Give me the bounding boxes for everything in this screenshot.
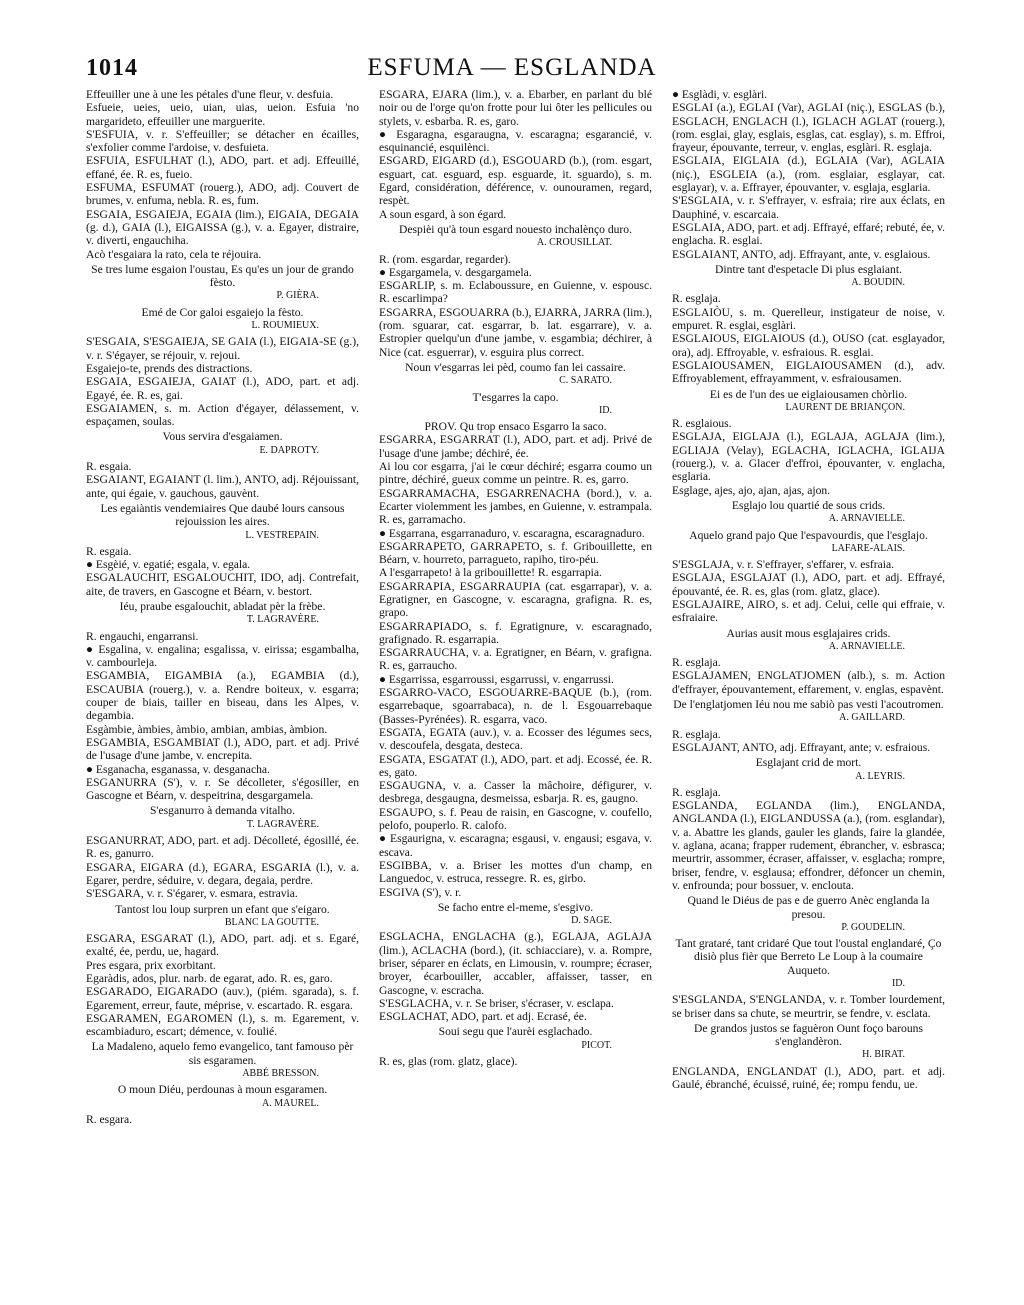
dictionary-entry: S'ESGARA, v. r. S'égarer, v. esmara, estravia. xyxy=(86,887,298,901)
quotation-author: A. ARNAVIELLE. xyxy=(828,640,905,652)
quotation-author: D. SAGE. xyxy=(571,915,612,927)
dictionary-entry: A l'esgarrapeto! à la gribouillette! R. esgarrapia. xyxy=(379,566,602,580)
dictionary-entry: S'ESGLAIA, v. r. S'effrayer, v. esfraia; rire aux éclats, en Dauphiné, v. escarcaia. xyxy=(672,194,945,221)
quotation: Iéu, praube esgalouchit, abladat pèr la frèbe. xyxy=(119,599,326,613)
quotation: Se tres lume esgaion l'oustau, Es qu'es un jour de grando fèsto. xyxy=(91,262,354,290)
dictionary-entry: ESGARADO, EIGARADO (auv.), (piém. sgarada), s. f. Egarement, erreur, faute, méprise, v. escartado. R. esgara. xyxy=(86,985,359,1012)
dictionary-entry: ● Esganacha, esganassa, v. desganacha. xyxy=(86,762,270,776)
running-title: ESFUMA — ESGLANDA xyxy=(367,54,657,81)
dictionary-entry: Ai lou cor esgarra, j'ai le cœur déchiré; esgarra coumo un pintre, déchiré, gueux comme un peintre. R. es, garro. xyxy=(379,460,652,487)
quotation-author: A. ARNAVIELLE. xyxy=(828,513,905,525)
dictionary-entry: Esgàmbie, àmbies, àmbio, ambian, ambias, àmbion. xyxy=(86,722,328,736)
dictionary-entry: Effeuiller une à une les pétales d'une fleur, v. desfuia. xyxy=(86,88,334,101)
quotation: Tantost lou loup surpren un efant que s'eigaro. xyxy=(115,902,330,916)
quotation-author: LAURENT DE BRIANÇON. xyxy=(785,401,905,413)
quotation-author: PICOT. xyxy=(581,1039,612,1051)
quotation: De grandos justos se faguèron Ount foço barouns s'englandèron. xyxy=(694,1021,923,1049)
quotation-author: A. GAILLARD. xyxy=(839,712,905,724)
quotation-author: ABBÉ BRESSON. xyxy=(242,1068,319,1080)
dictionary-entry: ESGARRAUCHA, v. a. Egratigner, en Béarn, v. grafigna. R. es, garraucho. xyxy=(379,646,652,673)
dictionary-entry: ESGANURRA (S'), v. r. Se décolleter, s'égosiller, en Gascogne et Béarn, v. despeitrina, desgargamela. xyxy=(86,775,359,803)
dictionary-entry: ESGATA, ESGATAT (l.), ADO, part. et adj. Ecossé, ée. R. es, gato. xyxy=(379,752,652,779)
dictionary-entry: ESGARRAPETO, GARRAPETO, s. f. Gribouillette, en Béarn, v. hourreto, parragueto, rapiho, tiro-péu. xyxy=(379,539,652,567)
dictionary-entry: ESGARRAPIADO, s. f. Egratignure, v. escaragnado, grafignado. R. esgarrapia. xyxy=(379,619,652,646)
dictionary-entry: R. esgaia. xyxy=(86,460,132,474)
dictionary-entry: ESGLAJA, EIGLAJA (l.), EGLAJA, AGLAJA (lim.), EGLIAJA (Velay), EGLACHA, IGLACHA, IGLAIJA (rouerg.), v. a. Glacer d'effroi, épouvanter, v. englacha, esglaria. xyxy=(672,430,945,484)
dictionary-entry: ● Esgalina, v. engalina; esgalissa, v. eirissa; esgambalha, v. cambourleja. xyxy=(86,642,359,670)
dictionary-entry: S'ESGLANDA, S'ENGLANDA, v. r. Tomber lourdement, se briser dans sa chute, se meurtrir, se fendre, v. esclata. xyxy=(672,993,945,1020)
dictionary-entry: ESGARA, EJARA (lim.), v. a. Ebarber, en parlant du blé noir ou de l'orge qu'on frotte pour lui ôter les pellicules ou stylets, v. esbarba. R. es, garo. xyxy=(379,88,652,128)
quotation-author: LAFARE-ALAIS. xyxy=(831,542,905,554)
quotation: Esglajo lou quartié de sous crids. xyxy=(731,498,886,512)
dictionary-entry: ESGARRAPIA, ESGARRAUPIA (cat. esgarrapar), v. a. Egratigner, en Gascogne, v. escaragna, grafigna. R. es, grapo. xyxy=(379,579,652,620)
quotation-author: A. MAUREL. xyxy=(262,1097,319,1109)
dictionary-entry: ESGARAMEN, EGAROMEN (l.), s. m. Egarement, v. escambiaduro, escart; démence, v. foulié. xyxy=(86,1011,359,1039)
quotation: S'esganurro à demanda vitalho. xyxy=(149,804,296,818)
quotation: Vous servira d'esgaiamen. xyxy=(162,430,283,444)
quotation-author: P. GOUDELIN. xyxy=(841,921,905,933)
quotation: Tant grataré, tant cridaré Que tout l'oustal englandaré, Ço disiò plus fièr que Berreto Le Loup à la coumaire Auqueto. xyxy=(675,937,942,977)
dictionary-entry: R. es, glas (rom. glatz, glace). xyxy=(379,1055,518,1069)
dictionary-entry: ESGARRA, ESGOUARRA (b.), EJARRA, JARRA (lim.), (rom. sguarar, cat. esgarrar, b. lat. esgarrare), v. a. Estropier quelqu'un d'une jambe, v. esgambia; déchirer, à Nice (cat. esguerrar), v. esguira plus correct. xyxy=(379,305,652,359)
dictionary-entry: R. esglaious. xyxy=(672,417,732,431)
dictionary-entry: ● Esgargamela, v. desgargamela. xyxy=(379,265,532,279)
dictionary-entry: ● Esgarrissa, esgarroussi, esgarrussi, v. engarrussi. xyxy=(379,672,614,686)
dictionary-entry: ● Esgarrana, esgarranaduro, v. escaragna, escaragnaduro. xyxy=(379,526,645,540)
dictionary-entry: ESGAIAMEN, s. m. Action d'égayer, délassement, v. espaçamen, soulas. xyxy=(86,401,359,429)
quotation-author: L. VESTREPAIN. xyxy=(245,529,319,541)
dictionary-entry: A soun esgard, à son égard. xyxy=(379,207,507,221)
dictionary-entry: ESGANURRAT, ADO, part. et adj. Décolleté, égosillé, ée. R. es, ganurro. xyxy=(86,834,359,861)
dictionary-entry: ESGIBBA, v. a. Briser les mottes d'un champ, en Languedoc, v. estruca, ressegre. R. es, girbo. xyxy=(379,858,652,886)
quotation-author: C. SARATO. xyxy=(559,375,612,387)
dictionary-entry: ESGLAIA, EIGLAIA (d.), EGLAIA (Var), AGLAIA (niç.), ESGLEIA (a.), (rom. esglaiar, esglayar, cat. esglayar), v. a. Effrayer, épouvanter, v. esglaja, esglaria. xyxy=(672,154,945,195)
quotation: Dintre tant d'espetacle Di plus esglaiant. xyxy=(715,262,902,276)
quotation: Aurias ausit mous esglajaires crids. xyxy=(726,626,891,640)
dictionary-entry: S'ESGLACHA, v. r. Se briser, s'écraser, v. esclapa. xyxy=(379,996,614,1010)
dictionary-entry: ESGIVA (S'), v. r. xyxy=(379,885,462,899)
dictionary-entry: R. esglaja. xyxy=(672,292,721,306)
quotation-author: E. DAPROTY. xyxy=(259,444,319,456)
dictionary-entry: ESGAIA, ESGAIEJA, EGAIA (lim.), EIGAIA, DEGAIA (g. d.), GAIA (l.), EIGAISSA (g.), v. a. Egayer, distraire, v. diverti, engauchiha. xyxy=(86,207,359,248)
dictionary-entry: ● Esglàdi, v. esglàri. xyxy=(672,88,768,101)
dictionary-entry: ESGAIA, ESGAIEJA, GAIAT (l.), ADO, part. et adj. Egayé, ée. R. es, gai. xyxy=(86,375,359,402)
dictionary-entry: S'ESGLAJA, v. r. S'effrayer, s'effarer, v. esfraia. xyxy=(672,558,895,572)
dictionary-entry: ESGALAUCHIT, ESGALOUCHIT, IDO, adj. Contrefait, aite, de travers, en Gascogne et Béarn, v. bestort. xyxy=(86,571,359,598)
quotation-author: P. GIÈRA. xyxy=(276,290,319,302)
quotation-author: A. LEYRIS. xyxy=(855,770,905,782)
dictionary-entry: Egaràdis, ados, plur. narb. de egarat, ado. R. es, garo. xyxy=(86,972,333,985)
dictionary-entry: ESGLAJANT, ANTO, adj. Effrayant, ante; v. esfraious. xyxy=(672,740,931,754)
quotation-author: H. BIRAT. xyxy=(862,1049,905,1061)
quotation-author: A. BOUDIN. xyxy=(851,277,905,289)
quotation: Se facho entre el-meme, s'esgivo. xyxy=(437,900,594,914)
quotation-author: L. ROUMIEUX. xyxy=(251,320,319,332)
dictionary-entry: ● Esgèié, v. egatié; esgala, v. egala. xyxy=(86,558,251,572)
dictionary-entry: Acò t'esgaiara la rato, cela te réjouira. xyxy=(86,247,262,261)
dictionary-entry: R. esglaja. xyxy=(672,785,721,799)
dictionary-entry: S'ESGAIA, S'ESGAIEJA, SE GAIA (l.), EIGAIA-SE (g.), v. r. S'égayer, se réjouir, v. rejoui. xyxy=(86,335,359,362)
dictionary-entry: ESGLAIA, ADO, part. et adj. Effrayé, effaré; rebuté, ée, v. englacha. R. esglai. xyxy=(672,220,945,248)
quotation: De l'englatjomen Iéu nou me sabiò pas vesti l'acoutromen. xyxy=(673,698,944,712)
quotation: O moun Diéu, perdounas à moun esgaramen. xyxy=(117,1083,328,1097)
dictionary-entry: ESGLACHAT, ADO, part. et adj. Ecrasé, ée. xyxy=(379,1010,587,1024)
dictionary-entry: ESGAUGNA, v. a. Casser la mâchoire, défigurer, v. desbrega, desgaugna, desmeissa, esbarja. R. es, gaugno. xyxy=(379,779,652,806)
dictionary-entry: ESGLAIÒU, s. m. Querelleur, instigateur de noise, v. empuret. R. esglai, esglàri. xyxy=(672,305,945,333)
quotation: Esglajant crid de mort. xyxy=(755,756,862,770)
dictionary-entry: R. esgara. xyxy=(86,1112,133,1126)
dictionary-entry: ESGLANDA, EGLANDA (lim.), ENGLANDA, ANGLANDA (l.), EIGLANDUSSA (a.), (rom. esglandar), v. a. Abattre les glands, gauler les glands, faire la glandée, v. aglana, acana; frapper rudement, ébrancher, v. esbrasca; meurtrir, assommer, écraser, affaisser, v. esglacha; rompre, briser, fendre, v. esglausa; effondrer, défoncer un chemin, v. enfrounda; pour bossuer, v. enclouta. xyxy=(672,799,945,892)
dictionary-entry: ESGLAJAMEN, ENGLATJOMEN (alb.), s. m. Action d'effrayer, épouvantement, effarement, v. englas, espavènt. xyxy=(672,669,945,696)
quotation: PROV. Qu trop ensaco Esgarro la saco. xyxy=(424,420,607,434)
dictionary-entry: ESGARA, EIGARA (d.), EGARA, ESGARIA (l.), v. a. Egarer, perdre, séduire, v. degara, degaia, perdre. xyxy=(86,860,359,887)
quotation: La Madaleno, aquelo femo evangelico, tant famouso pèr sis esgaramen. xyxy=(91,1040,354,1067)
dictionary-entry: ESGAUPO, s. f. Peau de raisin, en Gascogne, v. coufello, pelofo, pouperlo. R. calofo. xyxy=(379,805,652,833)
quotation-author: ID. xyxy=(891,978,905,989)
dictionary-entry: ● Esgaurigna, v. escaragna; esgausi, v. engausi; esgava, v. escava. xyxy=(379,832,652,859)
column-right xyxy=(672,88,945,1288)
quotation: Aquelo grand pajo Que l'espavourdis, que l'esglajo. xyxy=(689,528,928,542)
dictionary-entry: ESGARD, EIGARD (d.), ESGOUARD (b.), (rom. esgart, esguart, cat. esguard, esp. esguarde, it. sguardo), s. m. Egard, considération, déférence, v. ounouramen, regard, respèt. xyxy=(379,154,652,208)
dictionary-entry: R. esglaja. xyxy=(672,727,721,741)
dictionary-entry: ESGARRO-VACO, ESGOUARRE-BAQUE (b.), (rom. esgarrebaque, sgoarrabaca), n. de l. Esgouarrebaque (Basses-Pyrénées). R. esgarra, vaco. xyxy=(379,686,652,726)
column-left xyxy=(86,88,359,1288)
dictionary-entry: Esglage, ajes, ajo, ajan, ajas, ajon. xyxy=(672,483,831,497)
quotation-author: T. LAGRAVÈRE. xyxy=(246,614,319,626)
dictionary-entry: R. (rom. esgardar, regarder). xyxy=(379,252,511,266)
dictionary-entry: ESFUMA, ESFUMAT (rouerg.), ADO, adj. Couvert de brumes, v. enfuma, nebla. R. es, fum. xyxy=(86,181,359,208)
dictionary-entry: ESGARRA, ESGARRAT (l.), ADO, part. et adj. Privé de l'usage d'une jambe; déchiré, ée. xyxy=(379,433,652,460)
dictionary-entry: ESGATA, EGATA (auv.), v. a. Ecosser des légumes secs, v. descoufela, desgata, desteca. xyxy=(379,725,652,753)
dictionary-entry: R. esgaia. xyxy=(86,544,132,558)
dictionary-entry: ESGAIANT, EGAIANT (l. lim.), ANTO, adj. Réjouissant, ante, qui égaie, v. gauchous, gauvènt. xyxy=(86,473,359,500)
dictionary-entry: Pres esgara, prix exorbitant. xyxy=(86,958,216,972)
dictionary-entry: ESGAMBIA, EIGAMBIA (a.), EGAMBIA (d.), ESCAUBIA (rouerg.), v. a. Rendre boiteux, v. esgarra; couper de biais, tailler en biseau, dans les Alpes, v. degambia. xyxy=(86,669,359,723)
dictionary-entry: ESGLAIANT, ANTO, adj. Effrayant, ante, v. esglaious. xyxy=(672,247,931,261)
dictionary-entry: ENGLANDA, ENGLANDAT (l.), ADO, part. et adj. Gaulé, ébranché, écuissé, ruiné, ée; rompu fendu, ue. xyxy=(672,1064,945,1092)
quotation: Despièi qu'à toun esgard nouesto inchalènço duro. xyxy=(399,222,632,236)
dictionary-entry: ESGLAIOUSAMEN, EIGLAIOUSAMEN (d.), adv. Effroyablement, effrayamment, v. esfraiousamen. xyxy=(672,358,945,386)
dictionary-entry: ● Esgaragna, esgaraugna, v. escaragna; esgarancié, v. esquinancié, esquilènci. xyxy=(379,127,652,155)
text-columns xyxy=(86,88,946,1288)
quotation: Emé de Cor galoi esgaiejo la fèsto. xyxy=(141,305,304,319)
dictionary-entry: S'ESFUIA, v. r. S'effeuiller; se détacher en écailles, s'exfolier comme l'ardoise, v. desfuieta. xyxy=(86,127,359,155)
dictionary-entry: ESFUIA, ESFULHAT (l.), ADO, part. et adj. Effeuillé, effané, ée. R. es, fueio. xyxy=(86,154,359,181)
quotation: T'esgarres la capo. xyxy=(472,390,559,404)
dictionary-entry: ESGLAIOUS, EIGLAIOUS (d.), OUSO (cat. esglayador, ora), adj. Effroyable, v. esfraious. R. esglai. xyxy=(672,332,945,359)
dictionary-entry: ESGARLIP, s. m. Eclaboussure, en Guienne, v. espousc. R. escarlimpa? xyxy=(379,279,652,306)
dictionary-entry: R. esglaja. xyxy=(672,656,721,670)
dictionary-entry: ESGARRAMACHA, ESGARRENACHA (bord.), v. a. Ecarter violemment les jambes, en Guienne, v. estrampala. R. es, garramacho. xyxy=(379,486,652,527)
dictionary-entry: ESGARA, ESGARAT (l.), ADO, part. adj. et s. Egaré, exalté, ée, perdu, ue, hagard. xyxy=(86,932,359,959)
dictionary-entry: Esfueie, ueies, ueio, uian, uias, ueion. Esfuia 'no margarideto, effeuiller une marguerite. xyxy=(86,101,359,128)
quotation: Quand le Diéus de pas e de guerro Anèc englanda la presou. xyxy=(687,894,930,921)
quotation-author: A. CROUSILLAT. xyxy=(536,237,612,249)
dictionary-entry: R. engauchi, engarransi. xyxy=(86,629,199,643)
quotation: Les egaiàntis vendemiaires Que daubé lours cansous rejouission les aires. xyxy=(100,501,345,529)
page-number: 1014 xyxy=(86,55,138,81)
quotation-author: T. LAGRAVÈRE. xyxy=(246,818,319,830)
dictionary-entry: ESGLAJAIRE, AIRO, s. et adj. Celui, celle qui effraie, v. esfraiaire. xyxy=(672,597,945,625)
quotation: Ei es de l'un des ue eiglaiousamen chòrlio. xyxy=(709,387,908,401)
dictionary-entry: ESGLAJA, ESGLAJAT (l.), ADO, part. et adj. Effrayé, épouvanté, ée. R. es, glas (rom. glatz, glace). xyxy=(672,571,945,598)
quotation-author: BLANC LA GOUTTE. xyxy=(224,916,319,928)
quotation: Noun v'esgarras lei pèd, coumo fan lei cassaire. xyxy=(405,360,626,374)
quotation-author: ID. xyxy=(598,404,612,416)
dictionary-entry: ESGLAI (a.), EGLAI (Var), AGLAI (niç.), ESGLAS (b.), ESGLACH, ENGLACH (l.), IGLACH AGLAT (rouerg.), (rom. esglai, glay, esglais, esglas, cat. esglay), s. m. Effroi, frayeur, épouvante, terreur, v. englas, esglàri. R. esglaja. xyxy=(672,101,945,155)
quotation: Soui segu que l'aurèi esglachado. xyxy=(438,1025,593,1039)
dictionary-entry: Esgaiejo-te, prends des distractions. xyxy=(86,361,253,375)
dictionary-entry: ESGAMBIA, ESGAMBIAT (l.), ADO, part. et adj. Privé de l'usage d'une jambe, v. encrepita. xyxy=(86,735,359,763)
column-middle xyxy=(379,88,652,1288)
dictionary-entry: ESGLACHA, ENGLACHA (g.), EGLAJA, AGLAJA (lim.), ACLACHA (bord.), (it. schiacciare), v. a. Rompre, briser, séparer en éclats, en Limousin, v. roumpre; écraser, broyer, écarbouiller, accabler, affaisser, tasser, en Gascogne, v. escracha. xyxy=(379,930,652,997)
